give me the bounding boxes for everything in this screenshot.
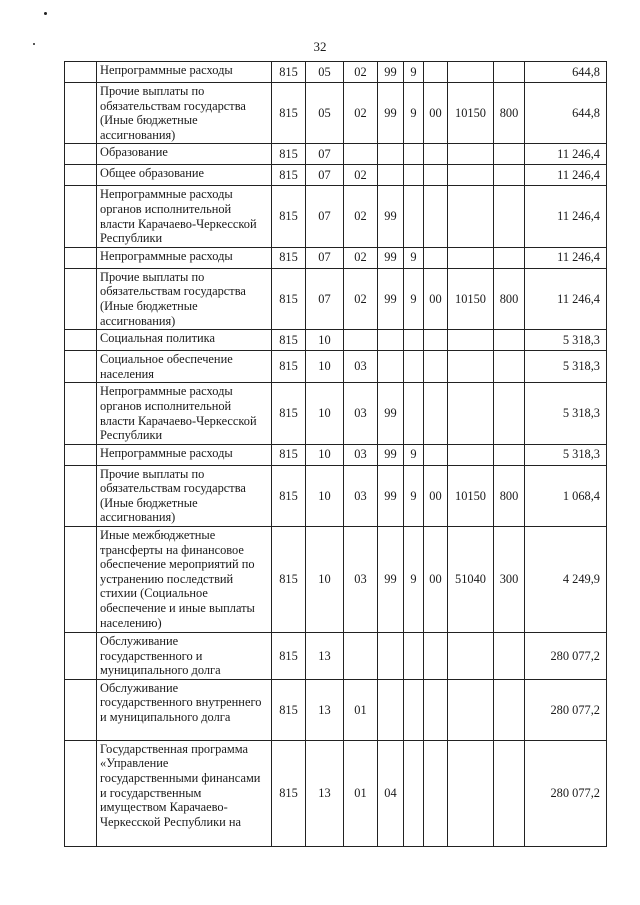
code-rz: 07 (306, 186, 344, 247)
code-ved: 815 (272, 83, 306, 144)
code-expense-type (494, 62, 525, 83)
table-row (65, 444, 607, 465)
code-direction (448, 62, 494, 83)
row-name: Обслуживание государственного внутреннего и муниципального долга (97, 679, 272, 740)
row-number (65, 351, 97, 383)
code-main-activity: 00 (424, 465, 448, 526)
code-subprogram: 9 (404, 444, 424, 465)
code-pr: 02 (344, 83, 378, 144)
code-subprogram (404, 633, 424, 680)
code-subprogram: 9 (404, 527, 424, 633)
code-main-activity: 00 (424, 83, 448, 144)
code-rz: 13 (306, 740, 344, 846)
code-program: 99 (378, 247, 404, 268)
code-expense-type (494, 740, 525, 846)
code-subprogram (404, 186, 424, 247)
code-program: 99 (378, 62, 404, 83)
row-number (65, 247, 97, 268)
table-row (65, 144, 607, 165)
code-program: 99 (378, 527, 404, 633)
code-ved: 815 (272, 633, 306, 680)
row-number (65, 83, 97, 144)
code-direction (448, 144, 494, 165)
code-ved: 815 (272, 62, 306, 83)
code-subprogram (404, 740, 424, 846)
code-direction: 10150 (448, 268, 494, 329)
code-ved: 815 (272, 383, 306, 444)
budget-table (64, 61, 607, 847)
table-row (65, 330, 607, 351)
row-name: Непрограммные расходы (97, 62, 272, 83)
code-rz: 07 (306, 144, 344, 165)
row-amount: 1 068,4 (525, 465, 607, 526)
code-expense-type (494, 679, 525, 740)
code-program: 99 (378, 268, 404, 329)
table-row (65, 186, 607, 247)
row-amount: 4 249,9 (525, 527, 607, 633)
code-main-activity: 00 (424, 268, 448, 329)
code-direction (448, 740, 494, 846)
code-rz: 07 (306, 268, 344, 329)
row-name: Обслуживание государственного и муниципального долга (97, 633, 272, 680)
row-amount: 280 077,2 (525, 633, 607, 680)
table-row (65, 351, 607, 383)
code-direction (448, 165, 494, 186)
code-main-activity: 00 (424, 527, 448, 633)
code-main-activity (424, 740, 448, 846)
code-main-activity (424, 444, 448, 465)
code-ved: 815 (272, 165, 306, 186)
table-row (65, 268, 607, 329)
row-amount: 11 246,4 (525, 186, 607, 247)
row-amount: 5 318,3 (525, 444, 607, 465)
code-program: 99 (378, 444, 404, 465)
code-direction (448, 351, 494, 383)
code-main-activity (424, 633, 448, 680)
code-ved: 815 (272, 186, 306, 247)
row-amount: 11 246,4 (525, 247, 607, 268)
row-number (65, 444, 97, 465)
code-direction: 51040 (448, 527, 494, 633)
code-pr: 02 (344, 268, 378, 329)
code-pr: 02 (344, 62, 378, 83)
table-row (65, 527, 607, 633)
table-row (65, 83, 607, 144)
code-program: 99 (378, 186, 404, 247)
code-ved: 815 (272, 144, 306, 165)
code-pr: 03 (344, 351, 378, 383)
code-rz: 13 (306, 679, 344, 740)
code-program (378, 679, 404, 740)
code-pr: 03 (344, 527, 378, 633)
row-amount: 11 246,4 (525, 165, 607, 186)
code-main-activity (424, 165, 448, 186)
code-pr (344, 633, 378, 680)
code-main-activity (424, 351, 448, 383)
row-name: Иные межбюджетные трансферты на финансовое обеспечение мероприятий по устранению последствий стихии (Социальное обеспечение и иные выплаты населению) (97, 527, 272, 633)
code-direction: 10150 (448, 465, 494, 526)
row-number (65, 186, 97, 247)
code-ved: 815 (272, 268, 306, 329)
row-number (65, 62, 97, 83)
row-name: Прочие выплаты по обязательствам государства (Иные бюджетные ассигнования) (97, 83, 272, 144)
code-expense-type (494, 144, 525, 165)
code-main-activity (424, 186, 448, 247)
table-row (65, 383, 607, 444)
row-amount: 11 246,4 (525, 144, 607, 165)
row-name: Непрограммные расходы (97, 247, 272, 268)
code-rz: 10 (306, 383, 344, 444)
code-main-activity (424, 679, 448, 740)
code-pr: 02 (344, 165, 378, 186)
row-number (65, 144, 97, 165)
code-subprogram (404, 351, 424, 383)
table-row (65, 62, 607, 83)
code-ved: 815 (272, 679, 306, 740)
code-subprogram (404, 144, 424, 165)
code-pr: 02 (344, 247, 378, 268)
code-rz: 07 (306, 247, 344, 268)
code-main-activity (424, 247, 448, 268)
code-ved: 815 (272, 527, 306, 633)
code-direction (448, 186, 494, 247)
row-number (65, 330, 97, 351)
code-expense-type (494, 633, 525, 680)
row-number (65, 679, 97, 740)
code-ved: 815 (272, 351, 306, 383)
code-direction (448, 247, 494, 268)
row-name: Социальное обеспечение населения (97, 351, 272, 383)
code-ved: 815 (272, 740, 306, 846)
code-subprogram: 9 (404, 62, 424, 83)
code-rz: 05 (306, 83, 344, 144)
code-direction (448, 444, 494, 465)
code-expense-type (494, 330, 525, 351)
code-subprogram: 9 (404, 83, 424, 144)
code-rz: 05 (306, 62, 344, 83)
code-subprogram (404, 165, 424, 186)
code-direction (448, 633, 494, 680)
row-name: Социальная политика (97, 330, 272, 351)
code-direction (448, 383, 494, 444)
code-rz: 13 (306, 633, 344, 680)
code-expense-type (494, 351, 525, 383)
code-subprogram (404, 383, 424, 444)
code-program: 04 (378, 740, 404, 846)
row-number (65, 465, 97, 526)
code-expense-type (494, 444, 525, 465)
row-amount: 280 077,2 (525, 740, 607, 846)
code-expense-type: 300 (494, 527, 525, 633)
table-row (65, 740, 607, 846)
code-rz: 07 (306, 165, 344, 186)
budget-table-body (65, 62, 607, 847)
code-expense-type: 800 (494, 83, 525, 144)
code-pr: 03 (344, 444, 378, 465)
row-amount: 280 077,2 (525, 679, 607, 740)
code-expense-type (494, 383, 525, 444)
row-amount: 644,8 (525, 83, 607, 144)
code-main-activity (424, 144, 448, 165)
code-pr: 03 (344, 383, 378, 444)
code-pr (344, 330, 378, 351)
code-subprogram (404, 330, 424, 351)
code-direction (448, 330, 494, 351)
table-row (65, 247, 607, 268)
code-program (378, 351, 404, 383)
code-program (378, 144, 404, 165)
row-name: Общее образование (97, 165, 272, 186)
scan-speck (44, 12, 47, 15)
code-direction: 10150 (448, 83, 494, 144)
code-program (378, 633, 404, 680)
row-number (65, 527, 97, 633)
code-expense-type (494, 247, 525, 268)
code-main-activity (424, 330, 448, 351)
row-name: Государственная программа «Управление государственными финансами и государственным имуществом Карачаево-Черкесской Республики на (97, 740, 272, 846)
code-subprogram: 9 (404, 465, 424, 526)
row-number (65, 633, 97, 680)
row-amount: 5 318,3 (525, 383, 607, 444)
code-program: 99 (378, 383, 404, 444)
code-expense-type: 800 (494, 268, 525, 329)
code-rz: 10 (306, 330, 344, 351)
row-number (65, 740, 97, 846)
code-expense-type: 800 (494, 465, 525, 526)
code-rz: 10 (306, 465, 344, 526)
row-amount: 5 318,3 (525, 351, 607, 383)
code-subprogram (404, 679, 424, 740)
row-name: Непрограммные расходы органов исполнительной власти Карачаево-Черкесской Республики (97, 383, 272, 444)
code-pr: 03 (344, 465, 378, 526)
code-ved: 815 (272, 330, 306, 351)
table-row (65, 679, 607, 740)
table-row (65, 165, 607, 186)
row-amount: 644,8 (525, 62, 607, 83)
row-amount: 5 318,3 (525, 330, 607, 351)
code-pr (344, 144, 378, 165)
row-amount: 11 246,4 (525, 268, 607, 329)
code-ved: 815 (272, 465, 306, 526)
code-main-activity (424, 62, 448, 83)
table-row (65, 633, 607, 680)
code-rz: 10 (306, 351, 344, 383)
code-direction (448, 679, 494, 740)
code-subprogram: 9 (404, 247, 424, 268)
code-expense-type (494, 165, 525, 186)
code-rz: 10 (306, 527, 344, 633)
code-main-activity (424, 383, 448, 444)
code-rz: 10 (306, 444, 344, 465)
code-program: 99 (378, 465, 404, 526)
row-number (65, 383, 97, 444)
code-program (378, 165, 404, 186)
table-row (65, 465, 607, 526)
code-pr: 02 (344, 186, 378, 247)
row-name: Прочие выплаты по обязательствам государства (Иные бюджетные ассигнования) (97, 465, 272, 526)
row-number (65, 268, 97, 329)
row-number (65, 165, 97, 186)
row-name: Непрограммные расходы (97, 444, 272, 465)
code-ved: 815 (272, 444, 306, 465)
row-name: Непрограммные расходы органов исполнительной власти Карачаево-Черкесской Республики (97, 186, 272, 247)
code-subprogram: 9 (404, 268, 424, 329)
code-program (378, 330, 404, 351)
code-pr: 01 (344, 740, 378, 846)
page-number: 32 (313, 39, 327, 54)
row-name: Прочие выплаты по обязательствам государства (Иные бюджетные ассигнования) (97, 268, 272, 329)
code-expense-type (494, 186, 525, 247)
code-ved: 815 (272, 247, 306, 268)
code-program: 99 (378, 83, 404, 144)
row-name: Образование (97, 144, 272, 165)
code-pr: 01 (344, 679, 378, 740)
